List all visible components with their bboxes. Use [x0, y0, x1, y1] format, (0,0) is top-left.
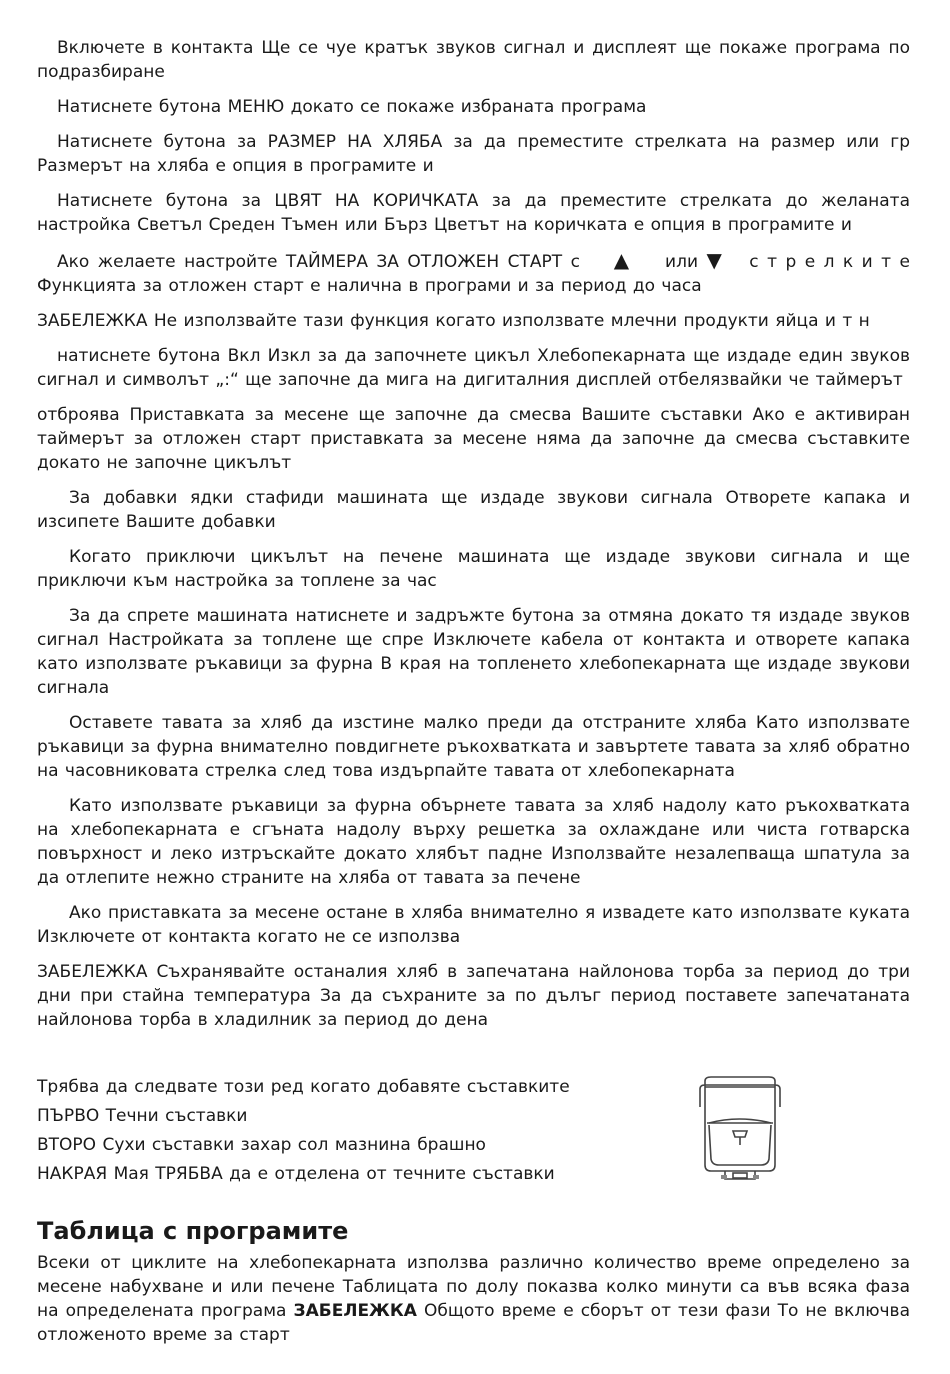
- step-menu: Натиснете бутона МЕНЮ докато се покаже избраната програма: [57, 97, 647, 117]
- delay-timer-text-b: или: [665, 252, 698, 272]
- step-plug-in: Включете в контакта Ще се чуе кратък звуков сигнал и дисплеят ще покаже програма по подразбиране: [37, 38, 910, 82]
- delay-timer-text-c: с т р е л к и т е Функцията за отложен старт е налична в програми и за период до часа: [37, 252, 910, 296]
- step-delay-timer: [37, 248, 910, 298]
- program-table-heading: Таблица с програмите: [37, 1217, 349, 1245]
- step-stop-machine: За да спрете машината натиснете и задръжте бутона за отмяна докато тя издаде звуков сигнал Настройката за топлене ще спре Изключете кабела от контакта и отворете капака като използвате ръкавици за фурна В края на топленето хлебопекарната ще издаде звукови сигнала: [37, 606, 910, 698]
- step-baking-done: Когато приключи цикълът на печене машината ще издаде звукови сигнала и ще приключи към настройка за топлене за час: [37, 547, 910, 591]
- order-second: ВТОРО Сухи съставки захар сол мазнина брашно: [37, 1135, 486, 1155]
- step-add-ins: За добавки ядки стафиди машината ще издаде звукови сигнала Отворете капака и изсипете Вашите добавки: [37, 488, 910, 532]
- step-remove-bread: Като използвате ръкавици за фурна обърнете тавата за хляб надолу като ръкохватката на хлебопекарната е сгъната надолу върху решетка за охлаждане или чиста готварска повърхност и леко изтръскайте докато хлябът падне Използвайте незалепваща шпатула за да отлепите нежно страните на хляба от тавата за печене: [37, 796, 910, 888]
- bread-pan-illustration-icon: [697, 1075, 782, 1183]
- manual-page: [37, 36, 910, 1347]
- step-start-cycle: натиснете бутона Вкл Изкл за да започнете цикъл Хлебопекарната ще издаде един звуков сигнал и символът „:“ ще започне да мига на дигиталния дисплей отбелязвайки че таймерът: [37, 346, 910, 390]
- step-loaf-size: Натиснете бутона за РАЗМЕР НА ХЛЯБА за да преместите стрелката на размер или гр Размерът на хляба е опция в програмите и: [37, 132, 910, 176]
- program-table-intro: [37, 1251, 910, 1347]
- order-first: ПЪРВО Течни съставки: [37, 1106, 248, 1126]
- note-storage: ЗАБЕЛЕЖКА Съхранявайте останалия хляб в запечатана найлонова торба за период до три дни при стайна температура За да съхраните за по дълъг период поставете запечатаната найлонова торба в хладилник за период до дена: [37, 962, 910, 1030]
- note-dairy: ЗАБЕЛЕЖКА Не използвайте тази функция когато използвате млечни продукти яйца и т н: [37, 311, 870, 331]
- ingredient-order-section: [37, 1075, 910, 1207]
- ingredient-order-list: [37, 1075, 657, 1191]
- order-intro: Трябва да следвате този ред когато добавяте съставките: [37, 1077, 570, 1097]
- step-crust-color: Натиснете бутона за ЦВЯТ НА КОРИЧКАТА за да преместите стрелката до желаната настройка Светъл Среден Тъмен или Бърз Цветът на коричката е опция в програмите и: [37, 191, 910, 235]
- step-countdown: отброява Приставката за месене ще започне да смесва Вашите съставки Ако е активиран таймерът за отложен старт приставката за месене няма да започне да смесва съставките докато не започне цикълът: [37, 405, 910, 473]
- program-table-text-b: Общото време е сборът от тези фази То не включва отложеното време за старт: [37, 1301, 910, 1345]
- arrow-down-icon: ▼: [706, 248, 724, 272]
- step-cool-pan: Оставете тавата за хляб да изстине малко преди да отстраните хляба Като използвате ръкавици за фурна внимателно повдигнете ръкохватката и завъртете тавата за хляб обратно на часовниковата стрелка след това издърпайте тавата от хлебопекарната: [37, 713, 910, 781]
- program-table-text-a: Всеки от циклите на хлебопекарната използва различно количество време определено за месене набухване и или печене Таблицата по долу показва колко минути са във всяка фаза на определената програма: [37, 1253, 910, 1321]
- arrow-up-icon: ▲: [613, 248, 632, 272]
- order-last: НАКРАЯ Мая ТРЯБВА да е отделена от течните съставки: [37, 1164, 555, 1184]
- delay-timer-text-a: Ако желаете настройте ТАЙМЕРА ЗА ОТЛОЖЕН СТАРТ с: [57, 252, 580, 272]
- program-table-note-label: ЗАБЕЛЕЖКА: [293, 1301, 417, 1321]
- step-kneading-paddle: Ако приставката за месене остане в хляба внимателно я извадете като използвате куката Изключете от контакта когато не се използва: [37, 903, 910, 947]
- section-spacer: [37, 1043, 910, 1071]
